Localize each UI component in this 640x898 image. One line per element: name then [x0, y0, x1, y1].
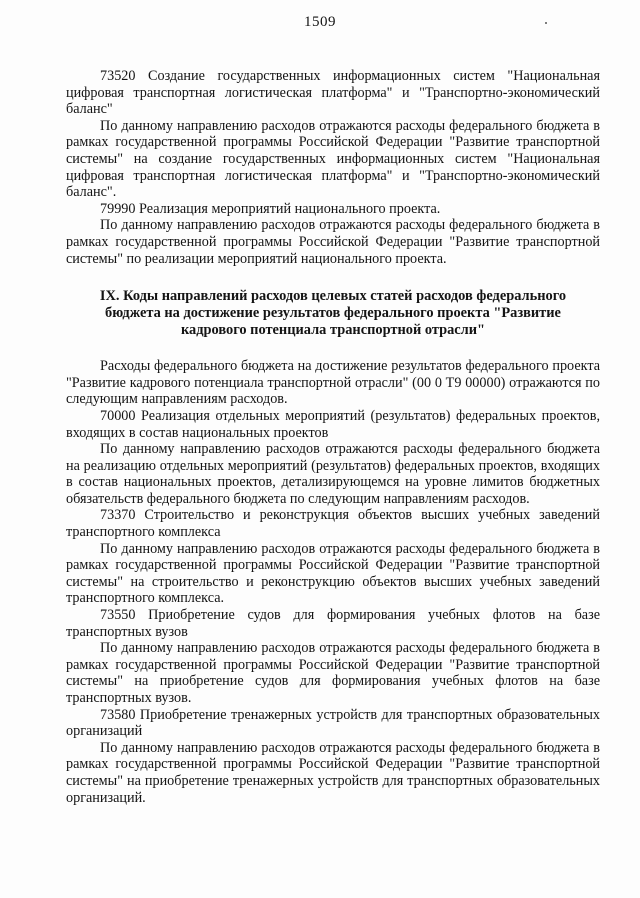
code-79990-title: 79990 Реализация мероприятий национального проекта.	[100, 200, 441, 217]
code-73520-description: По данному направлению расходов отражаются расходы федерального бюджета в рамках государственной программы Российской Федерации "Развитие транспортной системы" на создание государственных информационных систем "Национальная цифровая транспортная логистическая платформа" и "Транспортно-экономический баланс".	[66, 117, 600, 201]
code-73580-description: По данному направлению расходов отражаются расходы федерального бюджета в рамках государственной программы Российской Федерации "Развитие транспортной системы" на приобретение тренажерных устройств для транспортных образовательных организаций.	[66, 739, 600, 806]
code-70000-description: По данному направлению расходов отражаются расходы федерального бюджета на реализацию отдельных мероприятий (результатов) федеральных проектов, входящих в состав национальных проектов, детализирующемся на уровне лимитов бюджетных обязательств федерального бюджета по следующим направлениям расходов.	[66, 441, 600, 507]
scan-speck	[545, 22, 547, 24]
code-79990-description: По данному направлению расходов отражаются расходы федерального бюджета в рамках государственной программы Российской Федерации "Развитие транспортной системы" по реализации мероприятий национального проекта.	[66, 217, 600, 267]
code-73580-title: 73580 Приобретение тренажерных устройств для транспортных образовательных организаций	[66, 706, 600, 740]
code-73550-description: По данному направлению расходов отражаются расходы федерального бюджета в рамках государственной программы Российской Федерации "Развитие транспортной системы" на приобретение судов для формирования учебных флотов на базе транспортных вузов.	[66, 640, 600, 706]
code-73370-description: По данному направлению расходов отражаются расходы федерального бюджета в рамках государственной программы Российской Федерации "Развитие транспортной системы" на строительство и реконструкцию объектов высших учебных заведений транспортного комплекса.	[66, 540, 600, 607]
code-73520-title: 73520 Создание государственных информационных систем "Национальная цифровая транспортная логистическая платформа" и "Транспортно-экономический баланс"	[66, 68, 600, 118]
page-number: 1509	[304, 14, 336, 30]
section-heading: IX. Коды направлений расходов целевых статей расходов федерального бюджета на достижение результатов федерального проекта "Развитие кадрового потенциала транспортной отрасли"	[99, 288, 567, 339]
code-70000-title: 70000 Реализация отдельных мероприятий (результатов) федеральных проектов, входящих в состав национальных проектов	[66, 407, 600, 441]
document-body	[66, 68, 600, 806]
code-73370-title: 73370 Строительство и реконструкция объектов высших учебных заведений транспортного комплекса	[66, 507, 600, 541]
code-73550-title: 73550 Приобретение судов для формирования учебных флотов на базе транспортных вузов	[66, 607, 600, 640]
section-intro: Расходы федерального бюджета на достижение результатов федерального проекта "Развитие кадрового потенциала транспортной отрасли" (00 0 Т9 00000) отражаются по следующим направлениям расходов.	[66, 358, 600, 408]
